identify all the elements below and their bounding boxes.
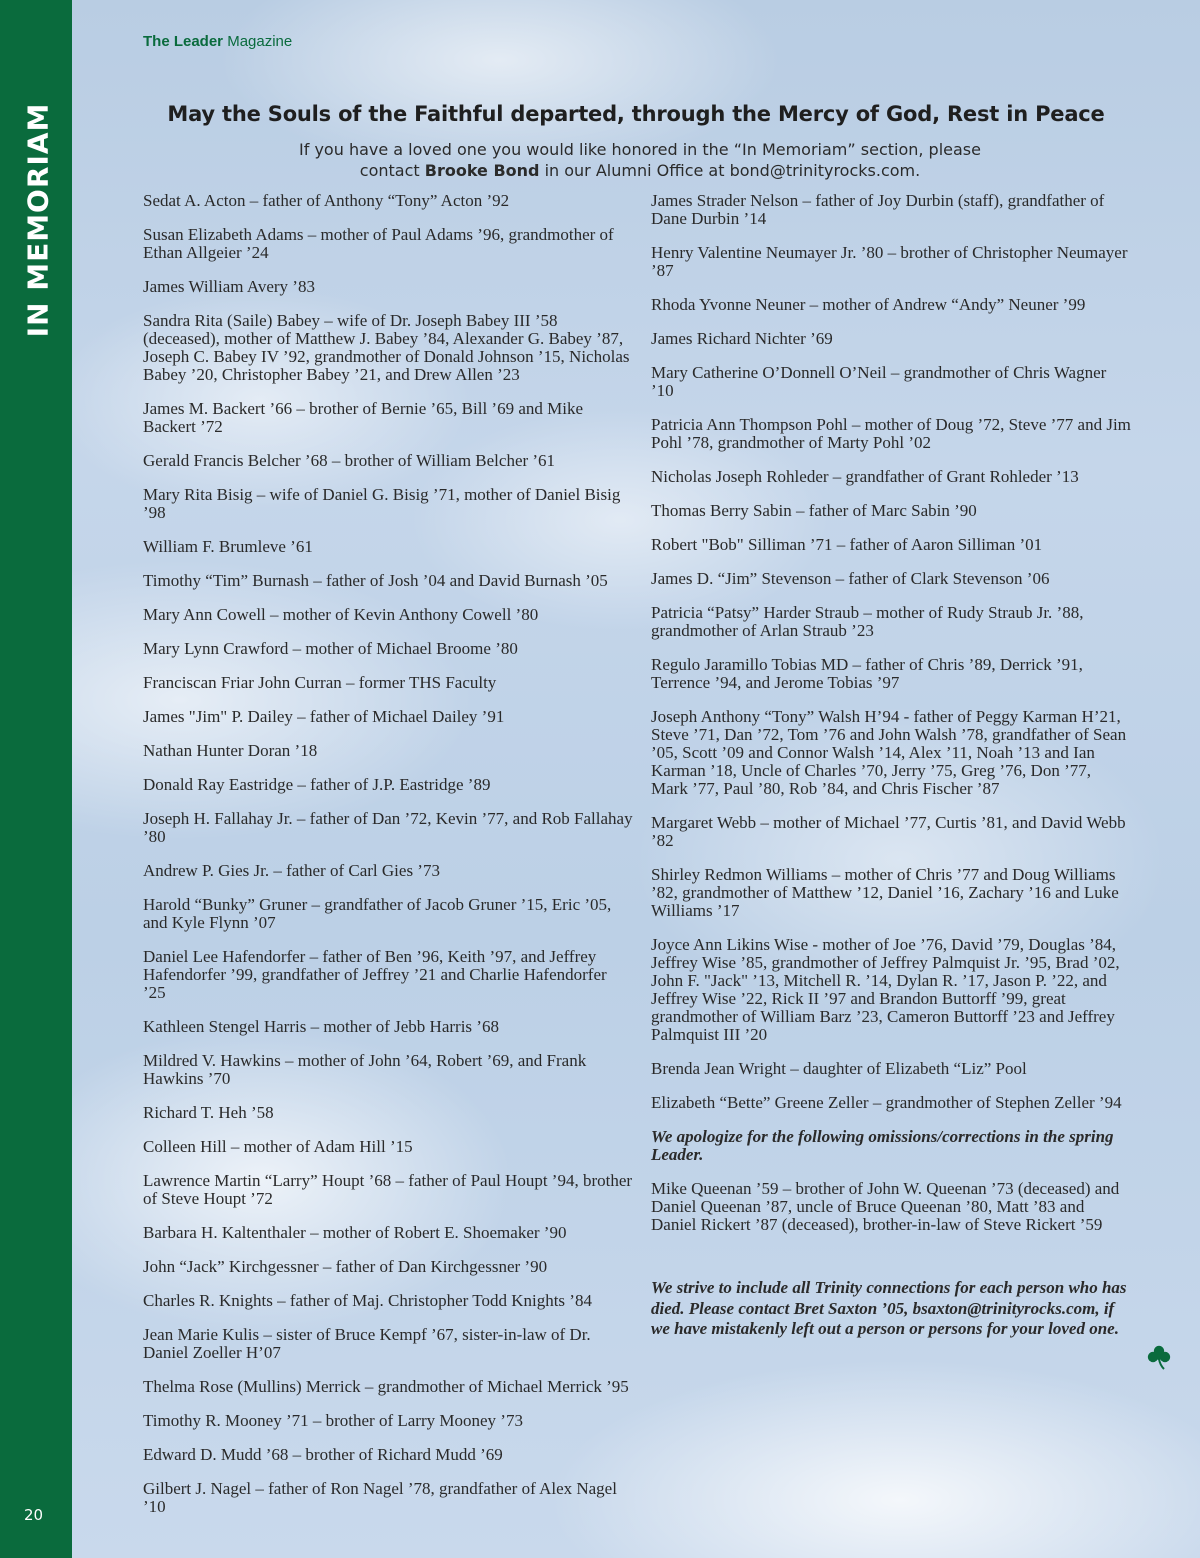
masthead-section: Magazine (227, 33, 293, 50)
memorial-entry: Colleen Hill – mother of Adam Hill ’15 (143, 1137, 413, 1156)
memorial-entry: Andrew P. Gies Jr. – father of Carl Gies ’73 (143, 861, 440, 880)
memorial-entry: Harold “Bunky” Gruner – grandfather of Jacob Gruner ’15, Eric ’05, and Kyle Flynn ’07 (143, 895, 612, 932)
memorial-entry: Mildred V. Hawkins – mother of John ’64, Robert ’69, and Frank Hawkins ’70 (143, 1051, 587, 1088)
memorial-entry: Margaret Webb – mother of Michael ’77, Curtis ’81, and David Webb ’82 (651, 813, 1126, 850)
memorial-entry: William F. Brumleve ’61 (143, 537, 313, 556)
memorial-entry: Lawrence Martin “Larry” Houpt ’68 – father of Paul Houpt ’94, brother of Steve Houpt ’72 (143, 1171, 633, 1208)
memorial-entry: Charles R. Knights – father of Maj. Christopher Todd Knights ’84 (143, 1291, 592, 1310)
memorial-entry: Barbara H. Kaltenthaler – mother of Robert E. Shoemaker ’90 (143, 1223, 567, 1242)
memorial-entry: John “Jack” Kirchgessner – father of Dan Kirchgessner ’90 (143, 1257, 548, 1276)
intro-text: contact (359, 161, 425, 180)
memorial-entry: James "Jim" P. Dailey – father of Michael Dailey ’91 (143, 707, 505, 726)
memorial-entry: Thomas Berry Sabin – father of Marc Sabin ’90 (651, 501, 977, 520)
memorial-entry: Kathleen Stengel Harris – mother of Jebb Harris ’68 (143, 1017, 499, 1036)
memorial-entry: Joyce Ann Likins Wise - mother of Joe ’76, David ’79, Douglas ’84, Jeffrey Wise ’85, grandmother of Jeffrey Palmquist Jr. ’95, Brad ’02, John F. "Jack" ’13, Mitchell R. ’14, Dylan R. ’17, Jason P. ’22, and Jeffrey Wise ’22, Rick II ’97 and Brandon Buttorff ’99, great grandmother of William Barz ’23, Cameron Buttorff ’23 and Jeffrey Palmquist III ’20 (651, 935, 1120, 1044)
intro-text: in our Alumni Office at bond@trinityrocks.com. (539, 161, 921, 180)
masthead (143, 33, 292, 50)
memorial-entry: Mary Rita Bisig – wife of Daniel G. Bisig ’71, mother of Daniel Bisig ’98 (143, 485, 621, 522)
memorial-entry: James Strader Nelson – father of Joy Durbin (staff), grandfather of Dane Durbin ’14 (651, 191, 1105, 228)
memorial-entry: James D. “Jim” Stevenson – father of Clark Stevenson ’06 (651, 569, 1050, 588)
sidebar (0, 0, 72, 1558)
memorial-entry: Daniel Lee Hafendorfer – father of Ben ’96, Keith ’97, and Jeffrey Hafendorfer ’99, grandfather of Jeffrey ’21 and Charlie Hafendorfer ’25 (143, 947, 607, 1002)
masthead-brand: The Leader (143, 33, 224, 50)
closing-note: We strive to include all Trinity connections for each person who has died. Please contact Bret Saxton ’05, bsaxton@trinityrocks.com, if we have mistakenly left out a person or persons for your loved one. (651, 1278, 1127, 1338)
memorial-entry: Patricia “Patsy” Harder Straub – mother of Rudy Straub Jr. ’88, grandmother of Arlan Straub ’23 (651, 603, 1084, 640)
memorial-entry: Thelma Rose (Mullins) Merrick – grandmother of Michael Merrick ’95 (143, 1377, 629, 1396)
memorial-entry: James Richard Nichter ’69 (651, 329, 833, 348)
section-title: IN MEMORIAM (21, 102, 55, 338)
memorial-entry: Jean Marie Kulis – sister of Bruce Kempf ’67, sister-in-law of Dr. Daniel Zoeller H’07 (143, 1325, 591, 1362)
page-number: 20 (24, 1506, 44, 1524)
memorial-entry: Edward D. Mudd ’68 – brother of Richard Mudd ’69 (143, 1445, 503, 1464)
memorial-entry: Shirley Redmon Williams – mother of Chris ’77 and Doug Williams ’82, grandmother of Matthew ’12, Daniel ’16, Zachary ’16 and Luke Williams ’17 (651, 865, 1119, 920)
correction-entry: Mike Queenan ’59 – brother of John W. Queenan ’73 (deceased) and Daniel Queenan ’87, uncle of Bruce Queenan ’80, Matt ’83 and Daniel Rickert ’87 (deceased), brother-in-law of Steve Rickert ’59 (651, 1179, 1120, 1234)
memorial-entry: Timothy R. Mooney ’71 – brother of Larry Mooney ’73 (143, 1411, 523, 1430)
intro-paragraph (220, 139, 1060, 181)
contact-name: Brooke Bond (424, 161, 540, 180)
memorial-entry: Nathan Hunter Doran ’18 (143, 741, 318, 760)
memorial-entry: Regulo Jaramillo Tobias MD – father of Chris ’89, Derrick ’91, Terrence ’94, and Jerome Tobias ’97 (651, 655, 1083, 692)
memorial-entry: James M. Backert ’66 – brother of Bernie ’65, Bill ’69 and Mike Backert ’72 (143, 399, 584, 436)
memorial-entry: Patricia Ann Thompson Pohl – mother of Doug ’72, Steve ’77 and Jim Pohl ’78, grandmother of Marty Pohl ’02 (651, 415, 1131, 452)
intro-line-2 (220, 160, 1060, 181)
memorial-entry: Mary Ann Cowell – mother of Kevin Anthony Cowell ’80 (143, 605, 539, 624)
memorial-entry: Joseph Anthony “Tony” Walsh H’94 - father of Peggy Karman H’21, Steve ’71, Dan ’72, Tom ’76 and John Walsh ’78, grandfather of Sean ’05, Scott ’09 and Connor Walsh ’14, Alex ’11, Noah ’13 and Ian Karman ’18, Uncle of Charles ’70, Jerry ’75, Greg ’76, Don ’77, Mark ’77, Paul ’80, Rob ’84, and Chris Fischer ’87 (651, 707, 1127, 798)
memorial-list-right (651, 192, 1131, 1340)
memorial-entry: Henry Valentine Neumayer Jr. ’80 – brother of Christopher Neumayer ’87 (651, 243, 1128, 280)
memorial-entry: Richard T. Heh ’58 (143, 1103, 274, 1122)
memorial-entry: Rhoda Yvonne Neuner – mother of Andrew “Andy” Neuner ’99 (651, 295, 1086, 314)
omissions-heading: We apologize for the following omissions/corrections in the spring Leader. (651, 1127, 1114, 1164)
memorial-entry: Gilbert J. Nagel – father of Ron Nagel ’78, grandfather of Alex Nagel ’10 (143, 1479, 617, 1516)
memorial-entries (651, 192, 1131, 1112)
memorial-entry: Franciscan Friar John Curran – former THS Faculty (143, 673, 497, 692)
intro-line-1: If you have a loved one you would like honored in the “In Memoriam” section, please (299, 140, 981, 159)
memorial-entry: Donald Ray Eastridge – father of J.P. Eastridge ’89 (143, 775, 491, 794)
shamrock-icon (1146, 1344, 1172, 1370)
memorial-entry: Robert "Bob" Silliman ’71 – father of Aaron Silliman ’01 (651, 535, 1043, 554)
memorial-entry: Sedat A. Acton – father of Anthony “Tony” Acton ’92 (143, 191, 510, 210)
memorial-entry: Susan Elizabeth Adams – mother of Paul Adams ’96, grandmother of Ethan Allgeier ’24 (143, 225, 614, 262)
page-headline: May the Souls of the Faithful departed, through the Mercy of God, Rest in Peace (167, 102, 1105, 126)
memorial-entry: Mary Catherine O’Donnell O’Neil – grandmother of Chris Wagner ’10 (651, 363, 1107, 400)
memorial-entry: Joseph H. Fallahay Jr. – father of Dan ’72, Kevin ’77, and Rob Fallahay ’80 (143, 809, 633, 846)
memorial-entry: Timothy “Tim” Burnash – father of Josh ’04 and David Burnash ’05 (143, 571, 608, 590)
memorial-list-left (143, 192, 633, 1532)
memorial-entry: Nicholas Joseph Rohleder – grandfather of Grant Rohleder ’13 (651, 467, 1079, 486)
memorial-entry: Gerald Francis Belcher ’68 – brother of William Belcher ’61 (143, 451, 556, 470)
memorial-entry: Brenda Jean Wright – daughter of Elizabeth “Liz” Pool (651, 1059, 1027, 1078)
memorial-entry: James William Avery ’83 (143, 277, 315, 296)
memorial-entry: Mary Lynn Crawford – mother of Michael Broome ’80 (143, 639, 518, 658)
memorial-entry: Sandra Rita (Saile) Babey – wife of Dr. Joseph Babey III ’58 (deceased), mother of Matthew J. Babey ’84, Alexander G. Babey ’87, Joseph C. Babey IV ’92, grandmother of Donald Johnson ’15, Nicholas Babey ’20, Christopher Babey ’21, and Drew Allen ’23 (143, 311, 630, 384)
memorial-entry: Elizabeth “Bette” Greene Zeller – grandmother of Stephen Zeller ’94 (651, 1093, 1122, 1112)
